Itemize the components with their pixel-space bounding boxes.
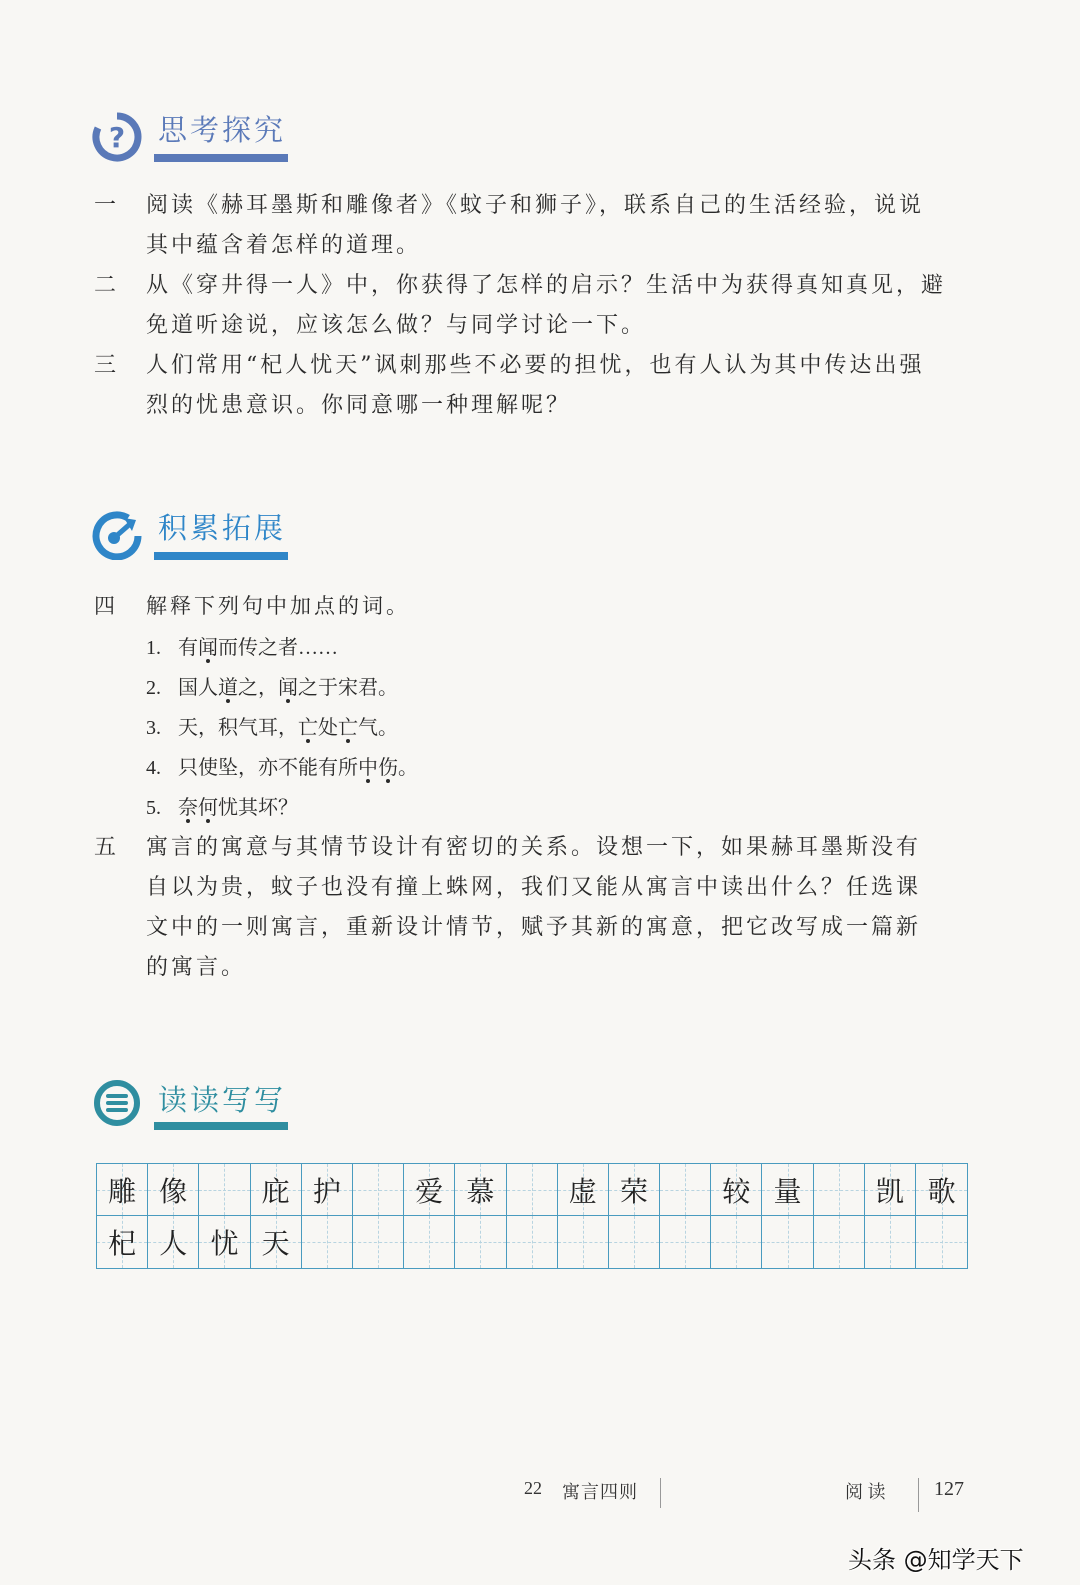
footer-divider <box>918 1478 919 1512</box>
grid-cell <box>97 1216 148 1268</box>
grid-character: 像 <box>159 1174 188 1208</box>
question-1 <box>94 186 974 266</box>
grid-cell <box>762 1164 813 1216</box>
grid-cell <box>97 1164 148 1216</box>
grid-cell <box>558 1164 609 1216</box>
emphasized-word: 亡 <box>298 717 318 739</box>
watermark: 头条 @知学天下 <box>848 1546 1024 1574</box>
page-number: 127 <box>934 1478 964 1500</box>
grid-character: 人 <box>159 1227 188 1260</box>
question-text-line: 的寓言。 <box>146 955 247 980</box>
grid-cell <box>199 1216 250 1268</box>
grid-cell <box>711 1216 762 1268</box>
grid-character: 较 <box>722 1174 751 1208</box>
word-writing-grid <box>96 1163 968 1269</box>
question-3 <box>94 346 974 426</box>
sub-item-number: 4. <box>146 757 161 779</box>
grid-cell <box>916 1164 967 1216</box>
question-text-line: 从《穿井得一人》中，你获得了怎样的启示？生活中为获得真知真见，避 <box>146 273 947 298</box>
grid-cell <box>916 1216 967 1268</box>
question-number: 一 <box>94 193 117 218</box>
sub-item-text: 气。 <box>358 717 398 739</box>
sub-item <box>146 628 338 668</box>
grid-cell <box>404 1164 455 1216</box>
section-title: 积累拓展 <box>158 511 287 545</box>
grid-cell <box>404 1216 455 1268</box>
grid-cell <box>814 1164 865 1216</box>
grid-character: 歌 <box>927 1174 956 1208</box>
sub-item <box>146 748 418 788</box>
grid-cell <box>558 1216 609 1268</box>
sub-item-number: 2. <box>146 677 161 699</box>
section-header-thinking <box>92 108 352 168</box>
title-underline <box>154 552 288 560</box>
question-2 <box>94 266 974 346</box>
section-title: 思考探究 <box>158 113 287 147</box>
question-text-line: 其中蕴含着怎样的道理。 <box>146 233 422 258</box>
grid-cell <box>148 1216 199 1268</box>
list-lines-icon <box>92 1076 142 1126</box>
question-number: 五 <box>94 835 117 860</box>
question-icon <box>92 112 142 162</box>
emphasized-word: 亡 <box>338 717 358 739</box>
grid-character: 忧 <box>210 1227 239 1260</box>
question-number: 四 <box>94 594 115 618</box>
grid-cell <box>507 1216 558 1268</box>
emphasized-word: 道 <box>218 677 238 699</box>
grid-character: 凯 <box>875 1174 904 1208</box>
emphasized-word: 奈 <box>178 797 198 819</box>
emphasized-word: 中 <box>358 757 378 779</box>
footer-lesson-num: 22 <box>524 1478 542 1498</box>
grid-character: 爱 <box>415 1174 444 1208</box>
grid-cell <box>660 1164 711 1216</box>
svg-text:?: ? <box>108 121 126 154</box>
question-text-line: 免道听途说，应该怎么做？与同学讨论一下。 <box>146 313 647 338</box>
section-header-accumulate <box>92 506 352 566</box>
grid-character: 天 <box>261 1227 290 1260</box>
grid-character: 杞 <box>108 1227 137 1260</box>
footer-unit: 阅 读 <box>845 1482 886 1502</box>
footer-lesson-title: 寓言四则 <box>562 1482 638 1502</box>
question-5 <box>94 828 974 988</box>
sub-item-number: 1. <box>146 637 161 659</box>
question-text-line: 文中的一则寓言，重新设计情节，赋予其新的寓意，把它改写成一篇新 <box>146 915 922 940</box>
sub-item <box>146 708 398 748</box>
emphasized-word: 闻 <box>278 677 298 699</box>
emphasized-word: 闻 <box>198 637 218 659</box>
grid-character: 护 <box>312 1174 341 1208</box>
sub-item-text: 之， <box>238 677 278 699</box>
grid-character: 庇 <box>261 1174 290 1208</box>
sub-item-text: 而传之者…… <box>218 637 338 659</box>
sub-item-text: 国人 <box>178 677 218 699</box>
section-title: 读读写写 <box>158 1083 287 1117</box>
grid-cell <box>455 1164 506 1216</box>
sub-item-text: 处 <box>318 717 338 739</box>
grid-cell <box>609 1164 660 1216</box>
sub-item-text: 有 <box>178 637 198 659</box>
grid-cell <box>609 1216 660 1268</box>
grid-cell <box>302 1164 353 1216</box>
sub-item <box>146 788 298 828</box>
grid-cell <box>251 1164 302 1216</box>
question-text-line: 阅读《赫耳墨斯和雕像者》《蚊子和狮子》，联系自己的生活经验，说说 <box>146 193 925 218</box>
grid-cell <box>353 1216 404 1268</box>
sub-item-number: 5. <box>146 797 161 819</box>
grid-character: 荣 <box>619 1174 648 1208</box>
question-text-line: 烈的忧患意识。你同意哪一种理解呢？ <box>146 393 572 418</box>
footer-divider <box>660 1478 661 1508</box>
grid-cell <box>507 1164 558 1216</box>
grid-cell <box>814 1216 865 1268</box>
emphasized-word: 伤 <box>378 757 398 779</box>
grid-cell <box>762 1216 813 1268</box>
sub-item-text: 。 <box>398 757 418 779</box>
grid-cell <box>455 1216 506 1268</box>
grid-cell <box>199 1164 250 1216</box>
grid-cell <box>711 1164 762 1216</box>
grid-character: 慕 <box>466 1174 495 1208</box>
question-number: 二 <box>94 273 117 298</box>
grid-cell <box>865 1164 916 1216</box>
emphasized-word: 何 <box>198 797 218 819</box>
grid-cell <box>865 1216 916 1268</box>
sub-item <box>146 668 398 708</box>
grid-cell <box>251 1216 302 1268</box>
question-number: 三 <box>94 353 117 378</box>
question-text-line: 人们常用“杞人忧天”讽刺那些不必要的担忧，也有人认为其中传达出强 <box>146 353 925 378</box>
question-text-line: 解释下列句中加点的词。 <box>146 594 410 618</box>
sub-item-number: 3. <box>146 717 161 739</box>
grid-cell <box>148 1164 199 1216</box>
section-header-readwrite <box>92 1072 352 1132</box>
grid-character: 量 <box>773 1174 802 1208</box>
sub-item-text: 只使坠，亦不能有所 <box>178 757 358 779</box>
grid-cell <box>660 1216 711 1268</box>
title-underline <box>154 154 288 162</box>
grid-cell <box>302 1216 353 1268</box>
refresh-arrow-icon <box>92 510 142 560</box>
sub-item-text: 天，积气耳， <box>178 717 298 739</box>
title-underline <box>154 1122 288 1130</box>
grid-character: 虚 <box>568 1174 597 1208</box>
sub-item-text: 之于宋君。 <box>298 677 398 699</box>
question-4 <box>94 586 974 626</box>
grid-character: 雕 <box>108 1174 137 1208</box>
sub-item-text: 忧其坏？ <box>218 797 298 819</box>
grid-cell <box>353 1164 404 1216</box>
question-text-line: 自以为贵，蚊子也没有撞上蛛网，我们又能从寓言中读出什么？任选课 <box>146 875 922 900</box>
question-text-line: 寓言的寓意与其情节设计有密切的关系。设想一下，如果赫耳墨斯没有 <box>146 835 922 860</box>
